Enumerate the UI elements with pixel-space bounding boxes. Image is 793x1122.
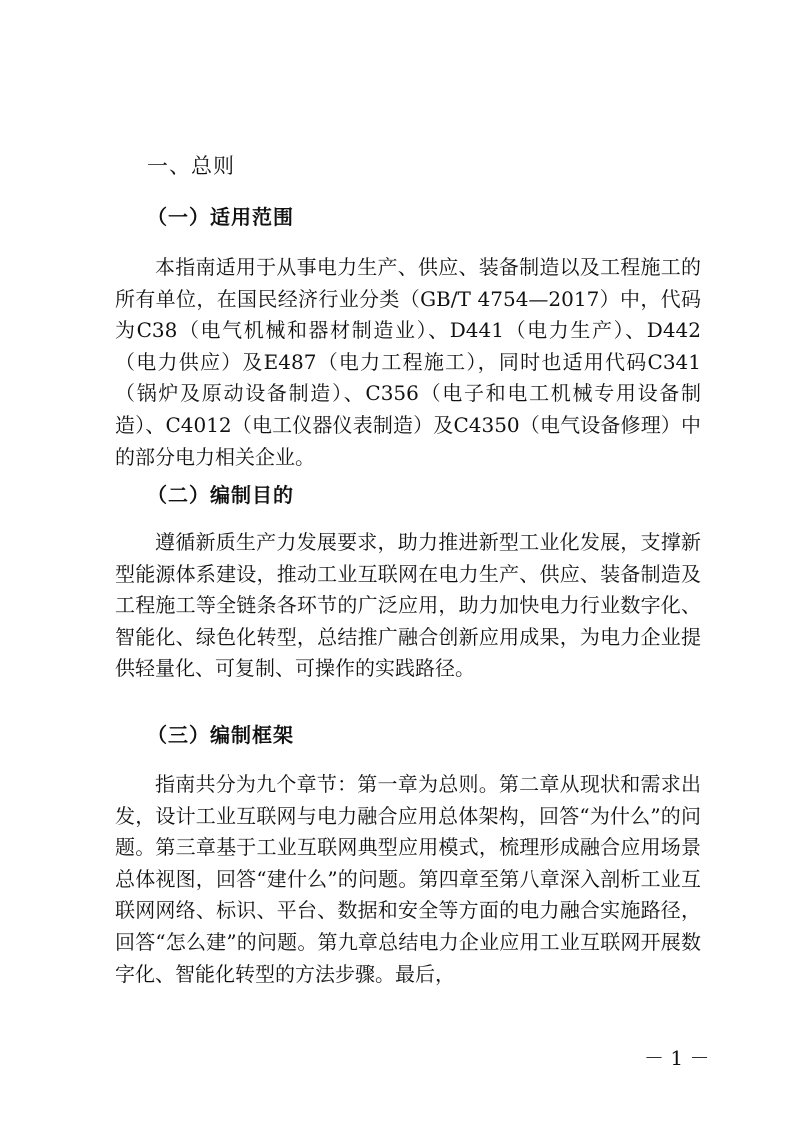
subsection-heading-purpose: （二）编制目的 bbox=[147, 483, 294, 507]
page-number: － 1 － bbox=[644, 1046, 710, 1070]
subsection-heading-scope: （一）适用范围 bbox=[147, 205, 294, 229]
subsection-heading-framework: （三）编制框架 bbox=[147, 723, 294, 747]
paragraph-scope: 本指南适用于从事电力生产、供应、装备制造以及工程施工的所有单位，在国民经济行业分类（GB/T 4754—2017）中，代码为C38（电气机械和器材制造业）、D441（电力生产）、D442（电力供应）及E487（电力工程施工），同时也适用代码C341（锅炉及原动设备制造）、C356（电子和电工机械专用设备制造）、C4012（电工仪器仪表制造）及C4350（电气设备修理）中的部分电力相关企业。 bbox=[115, 255, 701, 469]
paragraph-purpose: 遵循新质生产力发展要求，助力推进新型工业化发展，支撑新型能源体系建设，推动工业互联网在电力生产、供应、装备制造及工程施工等全链条各环节的广泛应用，助力加快电力行业数字化、智能化、绿色化转型，总结推广融合创新应用成果，为电力企业提供轻量化、可复制、可操作的实践路径。 bbox=[115, 530, 701, 681]
paragraph-framework: 指南共分为九个章节：第一章为总则。第二章从现状和需求出发，设计工业互联网与电力融合应用总体架构，回答“为什么”的问题。第三章基于工业互联网典型应用模式，梳理形成融合应用场景总体视图，回答“建什么”的问题。第四章至第八章深入剖析工业互联网网络、标识、平台、数据和安全等方面的电力融合实施路径，回答“怎么建”的问题。第九章总结电力企业应用工业互联网开展数字化、智能化转型的方法步骤。最后， bbox=[115, 772, 701, 986]
section-title: 一、总则 bbox=[147, 154, 235, 178]
